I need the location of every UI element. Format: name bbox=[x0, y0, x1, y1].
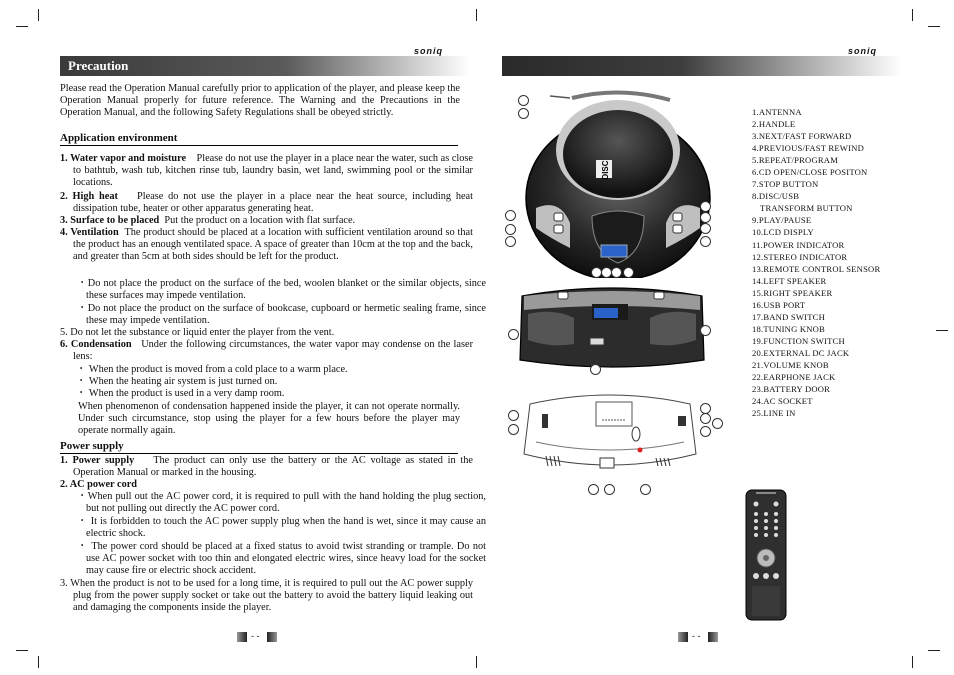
callout-marker bbox=[508, 424, 519, 435]
bullet-item: ・ When the heating air system is just turned on. bbox=[76, 376, 278, 387]
callout-marker bbox=[518, 108, 529, 119]
parts-list-item: 22.EARPHONE JACK bbox=[752, 372, 836, 383]
parts-list-item: 9.PLAY/PAUSE bbox=[752, 215, 812, 226]
parts-list-item: 21.VOLUME KNOB bbox=[752, 359, 829, 370]
list-item bbox=[60, 191, 473, 215]
parts-list-item: 24.AC SOCKET bbox=[752, 396, 813, 407]
player-front-view bbox=[514, 282, 710, 378]
parts-list-item: 11.POWER INDICATOR bbox=[752, 239, 845, 250]
parts-list-item: 2.HANDLE bbox=[752, 119, 796, 130]
item-title: 1. Water vapor and moisture bbox=[60, 153, 187, 164]
list-item: 5. Do not let the substance or liquid enter the player from the vent. bbox=[60, 327, 335, 338]
callout-marker bbox=[712, 418, 723, 429]
item-text: Please do not use the player in a place near the water, such as close to bathtub, wash tub, kitchen rinse tub, laundry basin, wet land, swimming pool or the similar locations. bbox=[73, 153, 473, 189]
list-item bbox=[60, 227, 473, 264]
callout-marker bbox=[700, 212, 711, 223]
crop-mark bbox=[912, 656, 913, 668]
item-title: 2. AC power cord bbox=[60, 479, 138, 490]
bullet-item: ・ It is forbidden to touch the AC power supply plug when the hand is wet, since it may cause an electric shock. bbox=[77, 516, 486, 540]
item-title: 6. Condensation bbox=[60, 339, 132, 350]
parts-list-item: 5.REPEAT/PROGRAM bbox=[752, 155, 839, 166]
power-supply-heading: Power supply bbox=[60, 440, 458, 454]
callout-marker bbox=[588, 484, 599, 495]
item-text: Under the following circumstances, the water vapor may condense on the laser lens: bbox=[73, 339, 473, 363]
parts-list-item: 1.ANTENNA bbox=[752, 107, 802, 117]
callout-marker bbox=[505, 210, 516, 221]
crop-mark bbox=[476, 9, 477, 21]
callout-marker bbox=[700, 413, 711, 424]
parts-list-item: 3.NEXT/FAST FORWARD bbox=[752, 131, 852, 142]
bullet-item: ・ When the product is used in a very damp room. bbox=[76, 388, 285, 399]
condensation-note: When phenomenon of condensation happened inside the player, it can not operate normally. Under such circumstance, stop using the player for a few hours before the player may operate normally again. bbox=[78, 401, 460, 437]
player-back-view bbox=[512, 384, 708, 478]
page-marker bbox=[678, 632, 688, 642]
list-item bbox=[60, 339, 473, 363]
parts-list-item: 16.USB PORT bbox=[752, 299, 806, 310]
parts-list bbox=[752, 106, 880, 419]
item-text: The product can only use the battery or the AC voltage as stated in the Operation Manual or marked in the housing. bbox=[73, 455, 474, 479]
crop-mark bbox=[928, 26, 940, 27]
callout-marker bbox=[611, 267, 622, 278]
page-marker bbox=[237, 632, 247, 642]
callout-marker bbox=[640, 484, 651, 495]
bullet-item: ・Do not place the product on the surface of bookcase, cupboard or hermetic sealing frame, since these may impede ventilation. bbox=[77, 303, 486, 327]
callout-marker bbox=[590, 364, 601, 375]
item-title: 1. Power supply bbox=[60, 455, 135, 466]
bullet-item: ・Do not place the product on the surface of the bed, woolen blanket or the similar objects, since these surfaces may impede ventilation. bbox=[77, 278, 486, 302]
callout-marker bbox=[700, 236, 711, 247]
remote-control bbox=[742, 488, 790, 622]
callout-marker bbox=[604, 484, 615, 495]
parts-list-item: 19.FUNCTION SWITCH bbox=[752, 335, 845, 346]
bullet-item: ・ The power cord should be placed at a fixed status to avoid twist stranding or trample. Do not use AC power socket with too thin and elongated electric wires, since heavy load for the socket may cause fire or electric shock accident. bbox=[77, 541, 486, 577]
page-marker bbox=[708, 632, 718, 642]
intro-paragraph: Please read the Operation Manual carefully prior to application of the player, and please keep the Operation Manual properly for future reference. The Warning and the Precautions in the Operation Manual, and the following Safety Regulations shall be obeyed strictly. bbox=[60, 83, 460, 119]
parts-list-item: 20.EXTERNAL DC JACK bbox=[752, 347, 850, 358]
list-item bbox=[60, 479, 460, 491]
parts-list-item: 25.LINE IN bbox=[752, 408, 796, 419]
item-text: The product should be placed at a location with sufficient ventilation around so that the product has an enough ventilated space. A space of greater than 10cm at the top and the back, and greater than 5cm at both sides should be left for the product. bbox=[73, 227, 473, 263]
list-item bbox=[60, 153, 473, 190]
parts-list-item: 23.BATTERY DOOR bbox=[752, 384, 831, 395]
bullet-item: ・ When the product is moved from a cold place to a warm place. bbox=[76, 364, 348, 375]
parts-list-item: 15.RIGHT SPEAKER bbox=[752, 287, 833, 298]
parts-list-item: 6.CD OPEN/CLOSE POSITON bbox=[752, 167, 868, 178]
bullet-item: ・When pull out the AC power cord, it is required to pull with the hand holding the plug section, but not pulling out directly the AC power cord. bbox=[77, 491, 486, 515]
crop-mark bbox=[38, 656, 39, 668]
crop-mark bbox=[936, 330, 948, 331]
parts-list-item: 7.STOP BUTTON bbox=[752, 179, 819, 190]
parts-list-item: 8.DISC/USB bbox=[752, 191, 800, 202]
brand-logo: soniq bbox=[848, 46, 877, 56]
callout-marker bbox=[518, 95, 529, 106]
list-item: 3. When the product is not to be used for a long time, it is required to pull out the AC power supply plug from the power supply socket or take out the battery to avoid the battery liquid leaking out and damaging the components inside the player. bbox=[60, 578, 473, 614]
item-title: 4. Ventilation bbox=[60, 227, 119, 238]
page-title: Precaution bbox=[68, 58, 129, 73]
page-marker bbox=[267, 632, 277, 642]
section-header-bar bbox=[502, 56, 902, 76]
callout-marker bbox=[508, 410, 519, 421]
page-number: - - bbox=[251, 631, 260, 641]
crop-mark bbox=[912, 9, 913, 21]
callout-marker bbox=[505, 224, 516, 235]
crop-mark bbox=[476, 656, 477, 668]
item-text: Please do not use the player in a place near the heat source, including heat dissipation tube, heater or other apparatus generating heat. bbox=[73, 191, 473, 215]
list-item bbox=[60, 455, 473, 479]
parts-list-item: 4.PREVIOUS/FAST REWIND bbox=[752, 143, 864, 154]
callout-marker bbox=[508, 329, 519, 340]
callout-marker bbox=[505, 236, 516, 247]
player-top-view bbox=[500, 88, 730, 278]
item-text: Put the product on a location with flat surface. bbox=[164, 215, 356, 226]
parts-list-item: 12.STEREO INDICATOR bbox=[752, 251, 848, 262]
crop-mark bbox=[16, 650, 28, 651]
item-title: 3. Surface to be placed bbox=[60, 215, 160, 226]
parts-list-item: 10.LCD DISPLY bbox=[752, 227, 814, 238]
crop-mark bbox=[928, 650, 940, 651]
parts-list-item: 14.LEFT SPEAKER bbox=[752, 275, 827, 286]
item-title: 2. High heat bbox=[60, 191, 118, 202]
disc-logo: DISC bbox=[601, 160, 610, 180]
parts-list-item: 13.REMOTE CONTROL SENSOR bbox=[752, 263, 881, 274]
callout-marker bbox=[700, 325, 711, 336]
section-header-bar bbox=[60, 56, 470, 76]
crop-mark bbox=[16, 26, 28, 27]
callout-marker bbox=[700, 223, 711, 234]
page-number: - - bbox=[692, 631, 701, 641]
list-item bbox=[60, 215, 473, 227]
app-env-heading: Application environment bbox=[60, 132, 458, 146]
parts-list-item: 18.TUNING KNOB bbox=[752, 323, 825, 334]
brand-logo: soniq bbox=[414, 46, 443, 56]
callout-marker bbox=[700, 426, 711, 437]
callout-marker bbox=[623, 267, 634, 278]
parts-list-item: TRANSFORM BUTTON bbox=[760, 203, 853, 214]
parts-list-item: 17.BAND SWITCH bbox=[752, 311, 825, 322]
crop-mark bbox=[38, 9, 39, 21]
callout-marker bbox=[700, 201, 711, 212]
